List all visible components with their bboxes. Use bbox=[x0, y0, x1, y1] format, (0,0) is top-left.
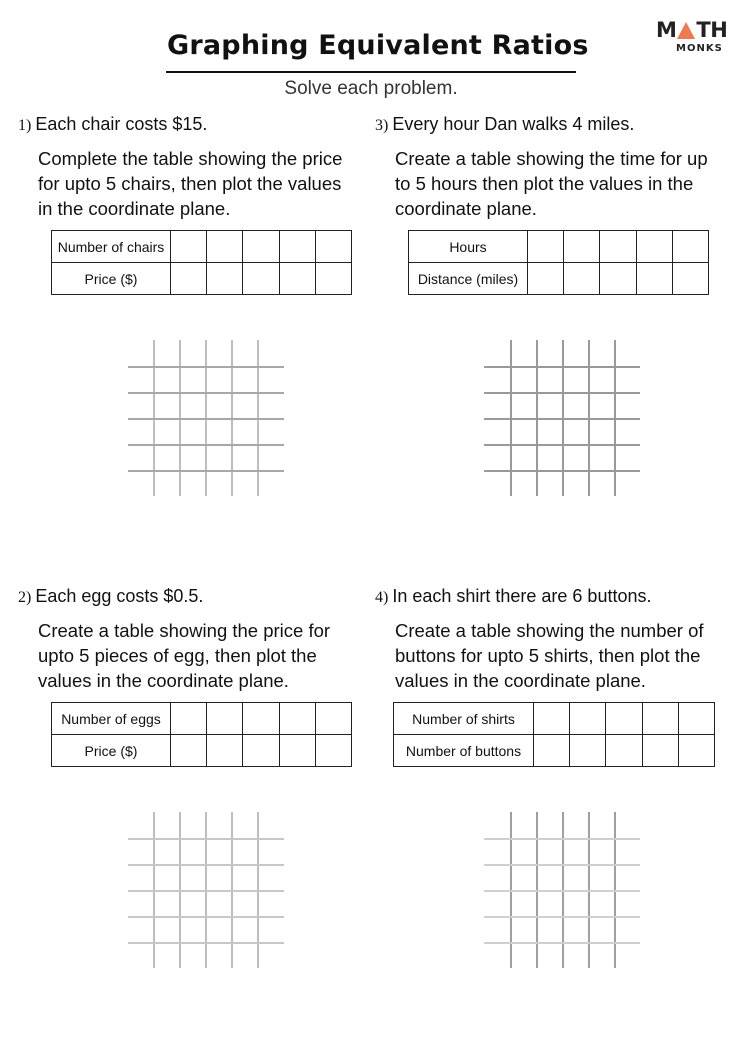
table-cell[interactable] bbox=[642, 703, 678, 735]
table-cell[interactable] bbox=[315, 231, 351, 263]
problem-number: 4) bbox=[375, 589, 389, 606]
problem-2-statement: 2) Each egg costs $0.5. bbox=[18, 586, 204, 606]
math-monks-logo bbox=[656, 20, 728, 56]
logo-text-m: M bbox=[656, 18, 677, 42]
table-cell[interactable] bbox=[207, 703, 243, 735]
worksheet-title: Graphing Equivalent Ratios bbox=[167, 30, 589, 61]
table-cell[interactable] bbox=[207, 735, 243, 767]
table-cell[interactable] bbox=[636, 263, 672, 295]
table-cell[interactable] bbox=[243, 231, 279, 263]
problem-3-statement: 3) Every hour Dan walks 4 miles. bbox=[375, 114, 635, 134]
table-cell[interactable] bbox=[642, 735, 678, 767]
table-row bbox=[394, 735, 715, 767]
table-cell[interactable] bbox=[570, 735, 606, 767]
title-underline bbox=[166, 71, 576, 73]
table-cell[interactable] bbox=[636, 231, 672, 263]
table-cell[interactable] bbox=[171, 735, 207, 767]
problem-2-coordinate-grid[interactable] bbox=[128, 812, 285, 969]
table-row bbox=[52, 263, 352, 295]
table-cell[interactable] bbox=[315, 735, 351, 767]
table-cell[interactable] bbox=[672, 231, 708, 263]
problem-2-instructions: Create a table showing the price for upto 5 pieces of egg, then plot the values in the coordinate plane. bbox=[38, 620, 331, 691]
problem-1-statement: 1) Each chair costs $15. bbox=[18, 114, 208, 134]
problem-4-instructions: Create a table showing the number of buttons for upto 5 shirts, then plot the values in the coordinate plane. bbox=[395, 620, 704, 691]
problem-1-instructions: Complete the table showing the price for upto 5 chairs, then plot the values in the coordinate plane. bbox=[38, 148, 343, 219]
problem-3-coordinate-grid[interactable] bbox=[484, 340, 641, 497]
table-cell[interactable] bbox=[279, 231, 315, 263]
problem-1-coordinate-grid[interactable] bbox=[128, 340, 285, 497]
table-cell[interactable] bbox=[243, 735, 279, 767]
worksheet-subtitle: Solve each problem. bbox=[284, 78, 458, 99]
table-cell[interactable] bbox=[315, 703, 351, 735]
table-cell[interactable] bbox=[243, 703, 279, 735]
table-row bbox=[52, 735, 352, 767]
table-cell[interactable] bbox=[528, 231, 564, 263]
row-label: Distance (miles) bbox=[409, 263, 528, 295]
table-row bbox=[52, 703, 352, 735]
row-label: Number of eggs bbox=[52, 703, 171, 735]
table-cell[interactable] bbox=[606, 735, 642, 767]
table-cell[interactable] bbox=[600, 231, 636, 263]
row-label: Number of buttons bbox=[394, 735, 534, 767]
row-label: Price ($) bbox=[52, 263, 171, 295]
table-row bbox=[394, 703, 715, 735]
row-label: Number of shirts bbox=[394, 703, 534, 735]
table-cell[interactable] bbox=[171, 263, 207, 295]
problem-3-ratio-table bbox=[408, 230, 709, 295]
problem-number: 1) bbox=[18, 117, 32, 134]
problem-4-statement: 4) In each shirt there are 6 buttons. bbox=[375, 586, 652, 606]
triangle-icon bbox=[677, 22, 695, 39]
problem-number: 2) bbox=[18, 589, 32, 606]
table-cell[interactable] bbox=[606, 703, 642, 735]
table-cell[interactable] bbox=[315, 263, 351, 295]
problem-1-ratio-table bbox=[51, 230, 352, 295]
problem-3-instructions: Create a table showing the time for up to 5 hours then plot the values in the coordinate plane. bbox=[395, 148, 708, 219]
table-cell[interactable] bbox=[279, 735, 315, 767]
table-cell[interactable] bbox=[171, 231, 207, 263]
problem-4-ratio-table bbox=[393, 702, 715, 767]
table-row bbox=[409, 263, 709, 295]
row-label: Price ($) bbox=[52, 735, 171, 767]
table-cell[interactable] bbox=[171, 703, 207, 735]
logo-text-monks: MONKS bbox=[676, 43, 723, 54]
problem-2-ratio-table bbox=[51, 702, 352, 767]
logo-text-th: TH bbox=[696, 18, 728, 42]
table-cell[interactable] bbox=[207, 263, 243, 295]
table-row bbox=[52, 231, 352, 263]
table-row bbox=[409, 231, 709, 263]
table-cell[interactable] bbox=[528, 263, 564, 295]
problem-4-coordinate-grid[interactable] bbox=[484, 812, 641, 969]
problem-number: 3) bbox=[375, 117, 389, 134]
table-cell[interactable] bbox=[600, 263, 636, 295]
table-cell[interactable] bbox=[243, 263, 279, 295]
table-cell[interactable] bbox=[564, 263, 600, 295]
row-label: Number of chairs bbox=[52, 231, 171, 263]
table-cell[interactable] bbox=[534, 735, 570, 767]
table-cell[interactable] bbox=[570, 703, 606, 735]
table-cell[interactable] bbox=[534, 703, 570, 735]
table-cell[interactable] bbox=[279, 263, 315, 295]
table-cell[interactable] bbox=[564, 231, 600, 263]
table-cell[interactable] bbox=[678, 735, 714, 767]
table-cell[interactable] bbox=[672, 263, 708, 295]
table-cell[interactable] bbox=[678, 703, 714, 735]
table-cell[interactable] bbox=[207, 231, 243, 263]
row-label: Hours bbox=[409, 231, 528, 263]
table-cell[interactable] bbox=[279, 703, 315, 735]
